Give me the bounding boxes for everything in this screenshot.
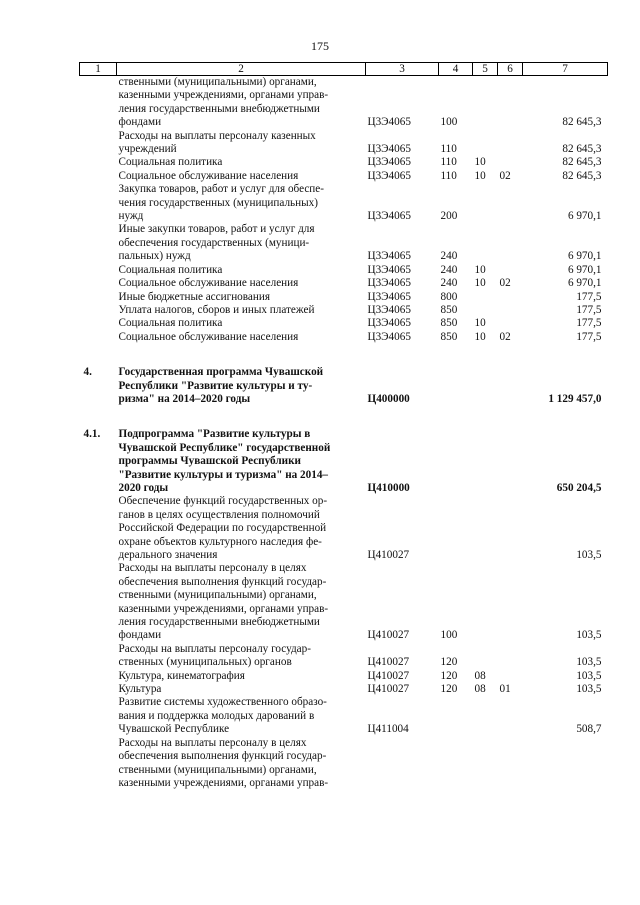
section-code xyxy=(473,562,498,642)
row-name-line: казенными учреждениями, органами управ- xyxy=(118,89,329,102)
table-row xyxy=(80,428,608,495)
table-row xyxy=(80,562,608,642)
row-name xyxy=(117,562,366,642)
target-code: Ц3Э4065 xyxy=(367,116,411,129)
row-name-line: Культура, кинематография xyxy=(118,669,245,682)
amount: 82 645,3 xyxy=(562,116,602,129)
section-code xyxy=(473,696,498,736)
amount: 6 970,1 xyxy=(567,277,602,290)
row-name-line: Подпрограмма "Развитие культуры в xyxy=(118,428,311,441)
header-col-1: 1 xyxy=(80,63,117,76)
header-col-3: 3 xyxy=(366,63,439,76)
row-name xyxy=(117,683,366,696)
subsection-code xyxy=(498,156,523,169)
row-name-line: ственными (муниципальными) органами, xyxy=(118,763,317,776)
row-name-line: охране объектов культурного наследия фе- xyxy=(118,535,322,548)
subsection-code xyxy=(498,696,523,736)
row-name xyxy=(117,428,366,495)
row-name-line: Уплата налогов, сборов и иных платежей xyxy=(118,303,315,316)
table-row xyxy=(80,495,608,562)
header-col-4: 4 xyxy=(439,63,473,76)
subsection-code: 02 xyxy=(499,169,511,182)
subsection-code xyxy=(498,737,523,791)
section-code: 10 xyxy=(474,330,486,343)
expense-type: 110 xyxy=(440,143,457,156)
subsection-code xyxy=(498,495,523,562)
expense-type: 850 xyxy=(440,317,458,330)
target-code: Ц410027 xyxy=(367,549,410,561)
expense-type: 120 xyxy=(440,683,458,696)
row-number xyxy=(80,183,117,223)
row-number xyxy=(80,317,117,330)
row-name-line: обеспечения государственных (муници- xyxy=(118,236,310,249)
amount: 6 970,1 xyxy=(567,250,602,263)
row-name xyxy=(117,696,366,736)
row-name xyxy=(117,304,366,317)
subsection-code xyxy=(498,643,523,670)
table-row xyxy=(80,264,608,277)
target-code: Ц3Э4065 xyxy=(367,290,411,303)
spacer-row xyxy=(80,406,608,428)
expense-type: 850 xyxy=(440,330,458,343)
row-name-line: фондами xyxy=(118,116,162,129)
row-name xyxy=(117,156,366,169)
expense-type: 120 xyxy=(440,669,458,682)
table-row xyxy=(80,683,608,696)
subsection-code: 02 xyxy=(499,330,511,343)
table-row xyxy=(80,170,608,183)
row-name-line: пальных) нужд xyxy=(118,250,191,263)
amount: 177,5 xyxy=(576,290,602,303)
section-code: 10 xyxy=(474,263,486,276)
row-name-line: Российской Федерации по государственной xyxy=(118,522,327,535)
expense-type xyxy=(439,428,473,495)
row-number xyxy=(80,562,117,642)
row-number xyxy=(80,331,117,344)
table-body xyxy=(80,76,608,791)
expense-type xyxy=(439,737,473,791)
amount: 177,5 xyxy=(576,317,602,330)
amount: 103,5 xyxy=(576,629,602,642)
section-code: 10 xyxy=(474,169,486,182)
expense-type xyxy=(439,696,473,736)
row-name xyxy=(117,183,366,223)
row-name xyxy=(117,170,366,183)
amount: 82 645,3 xyxy=(562,169,602,182)
table-row xyxy=(80,76,608,130)
row-name-line: Социальное обслуживание населения xyxy=(118,169,299,182)
row-name-line: обеспечения выполнения функций государ- xyxy=(118,750,327,763)
target-code: Ц410027 xyxy=(367,669,410,682)
target-code: Ц3Э4065 xyxy=(367,263,411,276)
row-number xyxy=(80,696,117,736)
row-number xyxy=(80,643,117,670)
row-name-line: ризма" на 2014–2020 годы xyxy=(118,392,251,405)
expense-type: 240 xyxy=(440,250,458,263)
subsection-code xyxy=(498,183,523,223)
table-header-row xyxy=(80,63,608,76)
row-name-line: Расходы на выплаты персоналу в целях xyxy=(118,562,307,575)
subsection-code xyxy=(498,366,523,406)
row-number xyxy=(80,277,117,290)
budget-table xyxy=(79,62,608,790)
subsection-code xyxy=(498,670,523,683)
row-name-line: Культура xyxy=(118,683,162,696)
row-number xyxy=(80,495,117,562)
expense-type: 200 xyxy=(440,210,458,223)
row-name-line: учреждений xyxy=(118,143,177,156)
row-number xyxy=(80,291,117,304)
row-number: 4.1. xyxy=(83,428,101,441)
row-name-line: дерального значения xyxy=(118,549,218,561)
amount xyxy=(523,737,608,791)
header-col-7: 7 xyxy=(523,63,608,76)
row-name-line: Социальное обслуживание населения xyxy=(118,330,299,343)
table-row xyxy=(80,696,608,736)
row-name-line: казенными учреждениями, органами управ- xyxy=(118,776,329,789)
row-name-line: Социальное обслуживание населения xyxy=(118,277,299,290)
subsection-code xyxy=(498,130,523,157)
spacer-row xyxy=(80,344,608,366)
amount: 103,5 xyxy=(576,549,602,561)
row-number xyxy=(80,156,117,169)
row-name-line: Развитие системы художественного образо- xyxy=(118,696,327,709)
target-code: Ц400000 xyxy=(367,392,410,405)
amount: 103,5 xyxy=(576,669,602,682)
target-code xyxy=(366,737,439,791)
expense-type: 240 xyxy=(440,277,458,290)
subsection-code xyxy=(498,562,523,642)
spacer-cell xyxy=(80,406,608,428)
target-code: Ц3Э4065 xyxy=(367,250,411,263)
subsection-code xyxy=(498,264,523,277)
amount: 6 970,1 xyxy=(567,263,602,276)
row-name-line: Закупка товаров, работ и услуг для обеспе- xyxy=(118,183,324,196)
table-row xyxy=(80,670,608,683)
expense-type: 110 xyxy=(440,156,457,169)
row-name-line: Республики "Развитие культуры и ту- xyxy=(118,379,313,392)
section-code xyxy=(473,304,498,317)
row-name xyxy=(117,130,366,157)
row-number xyxy=(80,223,117,263)
section-code xyxy=(473,366,498,406)
section-code xyxy=(473,495,498,562)
header-col-2: 2 xyxy=(117,63,366,76)
row-number xyxy=(80,264,117,277)
section-code xyxy=(473,130,498,157)
row-name xyxy=(117,317,366,330)
amount: 82 645,3 xyxy=(562,143,602,156)
section-code xyxy=(473,428,498,495)
target-code: Ц411004 xyxy=(367,723,409,736)
page-number: 175 xyxy=(311,39,329,53)
section-code xyxy=(473,183,498,223)
section-code xyxy=(473,643,498,670)
target-code: Ц3Э4065 xyxy=(367,317,411,330)
row-number xyxy=(80,170,117,183)
expense-type: 240 xyxy=(440,263,458,276)
section-code: 08 xyxy=(474,683,486,696)
row-number xyxy=(80,76,117,130)
row-name-line: Иные закупки товаров, работ и услуг для xyxy=(118,223,315,236)
subsection-code xyxy=(498,76,523,130)
expense-type: 100 xyxy=(440,116,458,129)
expense-type: 100 xyxy=(440,629,458,642)
row-name-line: Государственная программа Чувашской xyxy=(118,366,324,379)
table-row xyxy=(80,643,608,670)
row-name-line: 2020 годы xyxy=(118,481,169,494)
row-name xyxy=(117,76,366,130)
row-name-line: Обеспечение функций государственных ор- xyxy=(118,495,328,508)
target-code: Ц3Э4065 xyxy=(367,169,411,182)
row-name-line: вания и поддержка молодых дарований в xyxy=(118,709,315,722)
row-name-line: Расходы на выплаты персоналу в целях xyxy=(118,736,307,749)
target-code: Ц3Э4065 xyxy=(367,210,411,223)
subsection-code xyxy=(498,428,523,495)
table-row xyxy=(80,277,608,290)
table-row xyxy=(80,366,608,406)
subsection-code: 01 xyxy=(499,683,511,696)
row-name-line: Социальная политика xyxy=(118,317,223,330)
row-name xyxy=(117,291,366,304)
table-row xyxy=(80,317,608,330)
table-row xyxy=(80,156,608,169)
amount: 103,5 xyxy=(576,683,602,696)
row-name-line: Иные бюджетные ассигнования xyxy=(118,290,270,303)
expense-type: 120 xyxy=(440,656,458,669)
table-row xyxy=(80,183,608,223)
expense-type: 850 xyxy=(440,303,458,316)
row-name xyxy=(117,223,366,263)
target-code: Ц410000 xyxy=(367,481,410,494)
spacer-cell xyxy=(80,344,608,366)
amount: 82 645,3 xyxy=(562,156,602,169)
row-name-line: чения государственных (муниципальных) xyxy=(118,196,318,209)
row-name-line: ления государственными внебюджетными xyxy=(118,616,320,629)
subsection-code: 02 xyxy=(499,277,511,290)
expense-type: 110 xyxy=(440,169,457,182)
subsection-code xyxy=(498,291,523,304)
section-code xyxy=(473,76,498,130)
row-name-line: Социальная политика xyxy=(118,263,223,276)
row-name xyxy=(117,264,366,277)
row-name-line: Чувашской Республике" государственной xyxy=(118,441,331,454)
row-name-line: ганов в целях осуществления полномочий xyxy=(118,508,320,521)
table-row xyxy=(80,291,608,304)
target-code: Ц410027 xyxy=(367,656,410,669)
section-code xyxy=(473,223,498,263)
subsection-code xyxy=(498,317,523,330)
table-row xyxy=(80,304,608,317)
row-name xyxy=(117,277,366,290)
section-code: 08 xyxy=(474,669,486,682)
expense-type xyxy=(439,366,473,406)
table-row xyxy=(80,130,608,157)
row-number xyxy=(80,670,117,683)
table-row xyxy=(80,223,608,263)
target-code: Ц3Э4065 xyxy=(367,303,411,316)
amount: 1 129 457,0 xyxy=(548,392,602,405)
section-code xyxy=(473,291,498,304)
amount: 508,7 xyxy=(576,723,602,736)
row-name-line: фондами xyxy=(118,629,162,642)
row-name-line: "Развитие культуры и туризма" на 2014– xyxy=(118,468,329,481)
row-number xyxy=(80,737,117,791)
row-name-line: Социальная политика xyxy=(118,156,223,169)
row-name-line: обеспечения выполнения функций государ- xyxy=(118,575,327,588)
section-code: 10 xyxy=(474,277,486,290)
table-row xyxy=(80,331,608,344)
target-code: Ц3Э4065 xyxy=(367,277,411,290)
section-code xyxy=(473,737,498,791)
row-name xyxy=(117,331,366,344)
header-col-6: 6 xyxy=(498,63,523,76)
target-code: Ц3Э4065 xyxy=(367,143,411,156)
amount: 650 204,5 xyxy=(556,481,602,494)
row-name xyxy=(117,495,366,562)
row-name-line: ственными (муниципальными) органами, xyxy=(118,589,317,602)
row-name xyxy=(117,366,366,406)
amount: 177,5 xyxy=(576,330,602,343)
row-name-line: Расходы на выплаты персоналу государ- xyxy=(118,642,311,655)
row-name-line: ственных (муниципальных) органов xyxy=(118,656,292,669)
subsection-code xyxy=(498,304,523,317)
subsection-code xyxy=(498,223,523,263)
row-name-line: ственными (муниципальными) органами, xyxy=(118,76,317,88)
target-code: Ц3Э4065 xyxy=(367,156,411,169)
table-row xyxy=(80,737,608,791)
target-code: Ц3Э4065 xyxy=(367,330,411,343)
row-number: 4. xyxy=(83,366,92,379)
row-number xyxy=(80,304,117,317)
row-name-line: Расходы на выплаты персоналу казенных xyxy=(118,129,316,142)
section-code: 10 xyxy=(474,317,486,330)
amount: 6 970,1 xyxy=(567,210,602,223)
row-name xyxy=(117,670,366,683)
section-code: 10 xyxy=(474,156,486,169)
target-code: Ц410027 xyxy=(367,629,410,642)
row-name-line: Чувашской Республике xyxy=(118,723,230,736)
row-name-line: казенными учреждениями, органами управ- xyxy=(118,602,329,615)
row-name-line: ления государственными внебюджетными xyxy=(118,102,320,115)
row-number xyxy=(80,130,117,157)
header-col-5: 5 xyxy=(473,63,498,76)
expense-type: 800 xyxy=(440,290,458,303)
target-code: Ц410027 xyxy=(367,683,410,696)
row-name-line: программы Чувашской Республики xyxy=(118,455,301,468)
amount: 177,5 xyxy=(576,303,602,316)
row-name xyxy=(117,737,366,791)
row-name xyxy=(117,643,366,670)
amount: 103,5 xyxy=(576,656,602,669)
expense-type xyxy=(439,495,473,562)
row-name-line: нужд xyxy=(118,210,144,223)
row-number xyxy=(80,683,117,696)
